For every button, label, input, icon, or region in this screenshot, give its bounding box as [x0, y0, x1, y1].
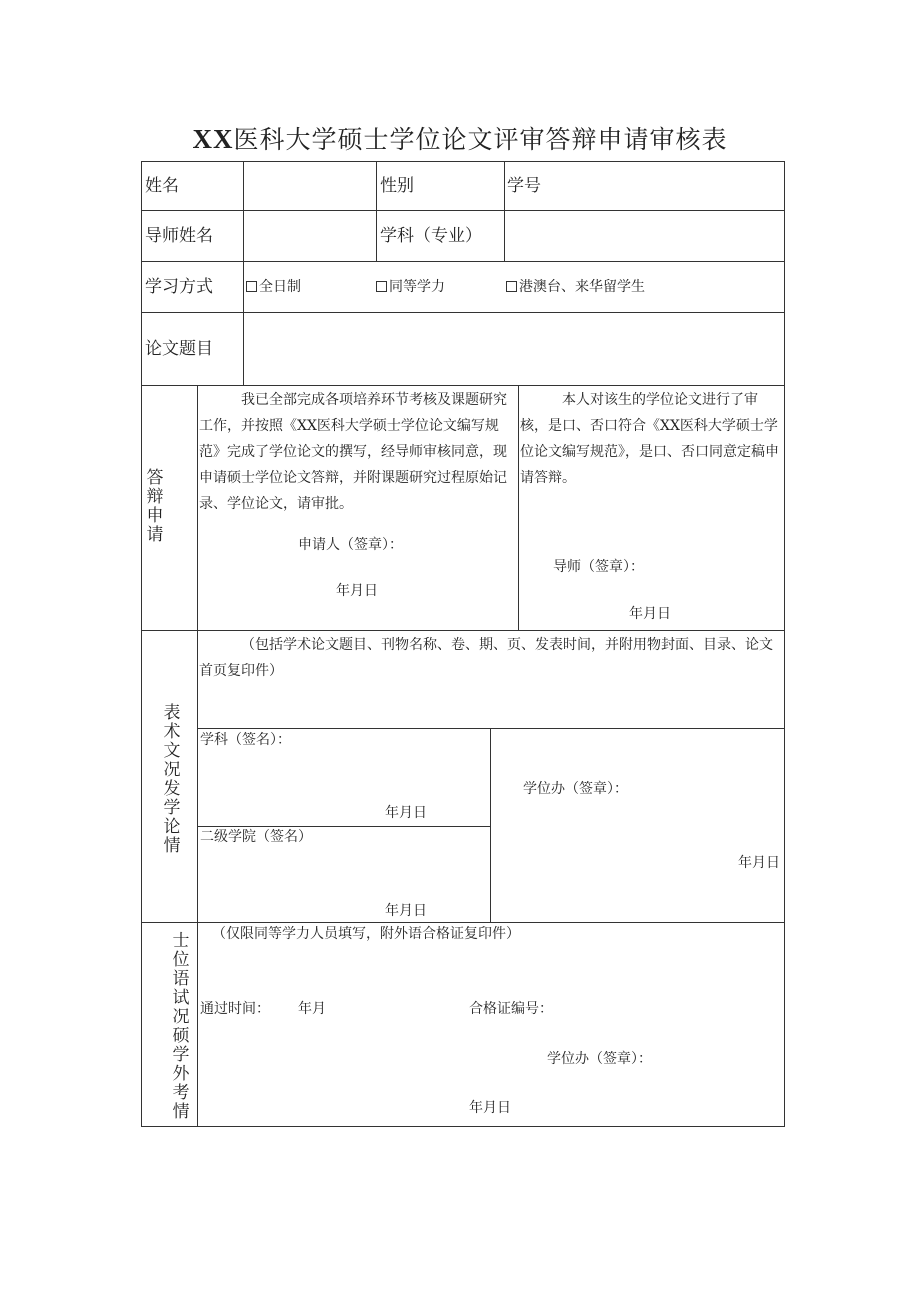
study-mode-label: 学习方式: [145, 277, 213, 297]
col-divider: [197, 385, 198, 1127]
applicant-statement: 我已全部完成各项培养环节考核及课题研究工作，并按照《XX医科大学硕士学位论文编写规范》完成了学位论文的撰写，经导师审核同意，现申请硕士学位论文答辩，并附课题研究过程原始记录、学位论文，请审批。: [199, 392, 507, 512]
row-divider: [141, 630, 785, 631]
row-divider: [197, 826, 491, 827]
col-divider: [243, 161, 244, 386]
language-section-label: 士 位 语 试 况 硕 学 外 考 情: [172, 931, 190, 1122]
publications-note: （包括学术论文题目、刊物名称、卷、期、页、发表时间，并附用物封面、目录、论文首页复印件）: [199, 637, 773, 679]
publications-section-label: 表 术 文 况 发 学 论 情: [163, 703, 181, 856]
advisor-sign: 导师（签章）：: [553, 559, 644, 575]
col-divider: [376, 161, 377, 262]
pass-year-month: 年月: [298, 1001, 326, 1017]
col-divider: [504, 161, 505, 262]
language-office-sign: 学位办（签章）：: [547, 1051, 652, 1067]
name-label: 姓名: [145, 176, 179, 196]
page-title: XX医科大学硕士学位论文评审答辩申请审核表: [192, 124, 728, 154]
col-divider: [518, 385, 519, 631]
checkbox-icon[interactable]: [506, 281, 517, 292]
study-mode-option[interactable]: 全日制: [246, 280, 301, 294]
applicant-date: 年月日: [336, 583, 378, 599]
checkbox-icon[interactable]: [246, 281, 257, 292]
degree-office-date: 年月日: [738, 855, 780, 871]
pass-time-label: 通过时间：: [200, 1001, 270, 1017]
college-sign: 二级学院（签名）: [200, 829, 312, 845]
row-divider: [197, 728, 785, 729]
certificate-number-label: 合格证编号：: [469, 1001, 553, 1017]
language-note: （仅限同等学力人员填写，附外语合格证复印件）: [212, 926, 520, 942]
row-divider: [141, 210, 785, 211]
discipline-date: 年月日: [385, 805, 427, 821]
row-divider: [141, 261, 785, 262]
college-date: 年月日: [385, 903, 427, 919]
language-date: 年月日: [469, 1100, 511, 1116]
checkbox-icon[interactable]: [376, 281, 387, 292]
discipline-label: 学科（专业）: [380, 226, 482, 246]
advisor-date: 年月日: [629, 606, 671, 622]
thesis-title-label: 论文题目: [145, 339, 213, 359]
row-divider: [141, 312, 785, 313]
advisor-label: 导师姓名: [145, 226, 213, 246]
study-mode-option[interactable]: 港澳台、来华留学生: [506, 280, 645, 294]
row-divider: [141, 385, 785, 386]
col-divider: [490, 728, 491, 923]
row-divider: [141, 922, 785, 923]
gender-label: 性别: [380, 176, 414, 196]
advisor-statement: 本人对该生的学位论文进行了审核，是口、否口符合《XX医科大学硕士学位论文编写规范》，是口、否口同意定稿申请答辩。: [520, 392, 779, 486]
applicant-sign: 申请人（签章）：: [298, 537, 403, 553]
student-id-label: 学号: [507, 176, 541, 196]
study-mode-option[interactable]: 同等学力: [376, 280, 445, 294]
discipline-sign: 学科（签名）：: [200, 732, 291, 748]
defense-section-label: 答 辩 申 请: [146, 468, 164, 545]
degree-office-sign: 学位办（签章）：: [523, 781, 628, 797]
